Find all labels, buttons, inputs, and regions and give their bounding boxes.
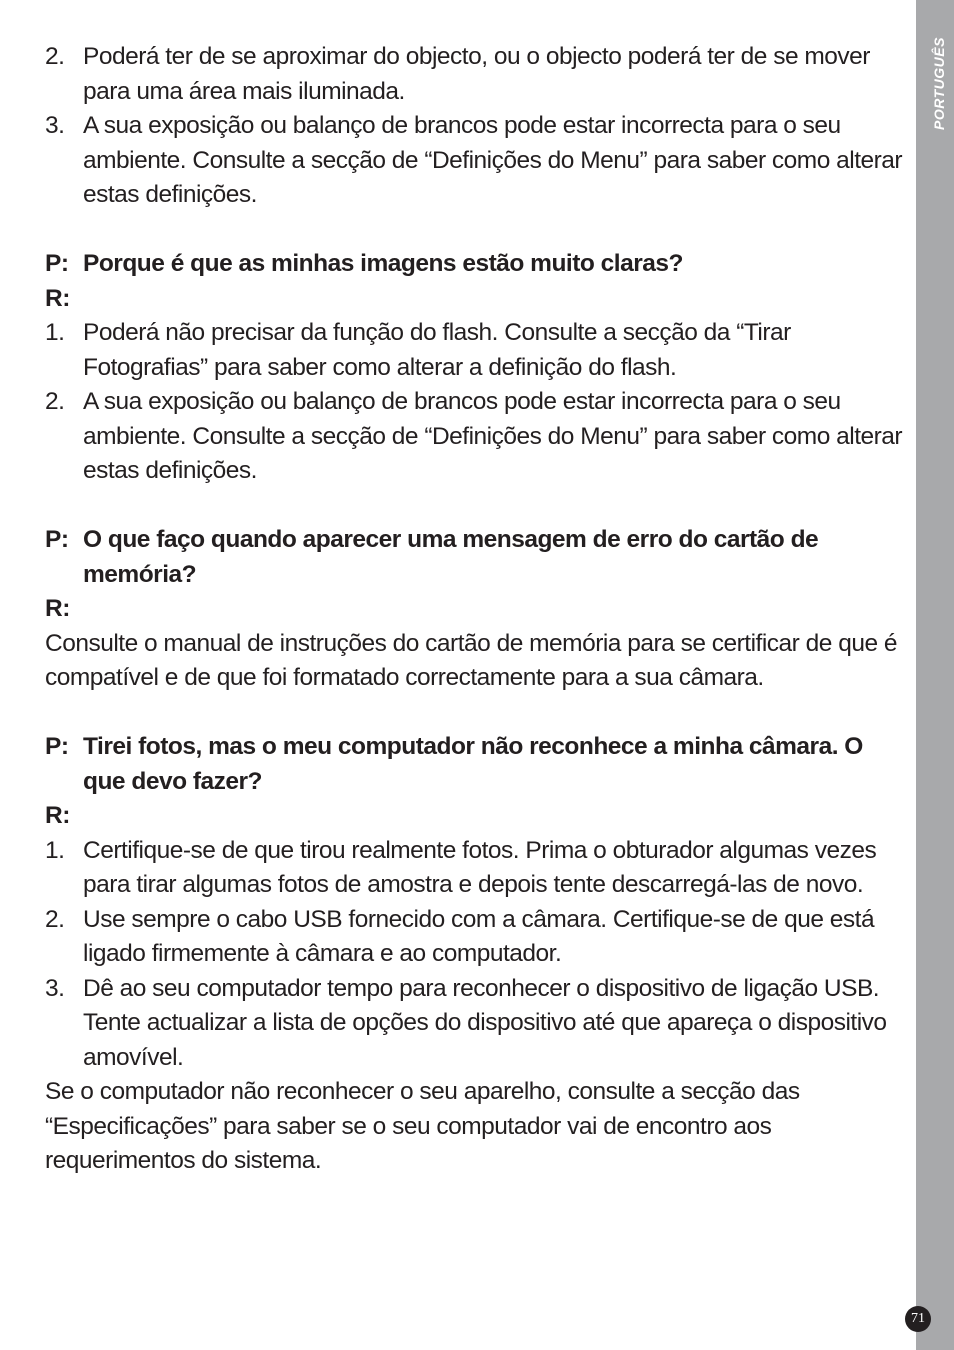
- question-label: P:: [45, 733, 69, 760]
- question: [45, 523, 903, 592]
- list-number: 2.: [45, 905, 65, 933]
- list-text: Dê ao seu computador tempo para reconhecer o dispositivo de ligação USB. Tente actualizar a lista de opções do dispositivo até que apareça o dispositivo amovível.: [83, 974, 887, 1071]
- list-item: [45, 834, 903, 903]
- list-text: Poderá ter de se aproximar do objecto, ou o objecto poderá ter de se mover para uma área mais iluminada.: [83, 43, 870, 105]
- list-item: [45, 109, 903, 213]
- list-text: Poderá não precisar da função do flash. Consulte a secção da “Tirar Fotografias” para saber como alterar a definição do flash.: [83, 319, 791, 381]
- question-label: P:: [45, 526, 69, 553]
- answer-text: Consulte o manual de instruções do cartão de memória para se certificar de que é compatível e de que foi formatado correctamente para a sua câmara.: [45, 629, 898, 691]
- list-item: [45, 385, 903, 489]
- question-text: Tirei fotos, mas o meu computador não reconhece a minha câmara. O que devo fazer?: [83, 733, 863, 795]
- list-text: Certifique-se de que tirou realmente fotos. Prima o obturador algumas vezes para tirar algumas fotos de amostra e depois tente descarregá-las de novo.: [83, 836, 877, 898]
- faq-content: [45, 40, 903, 1179]
- list-number: 2.: [45, 388, 65, 415]
- spacer: [45, 696, 903, 731]
- list-text: A sua exposição ou balanço de brancos pode estar incorrecta para o seu ambiente. Consulte a secção de “Definições do Menu” para saber como alterar estas definições.: [83, 388, 903, 484]
- closing-text: Se o computador não reconhecer o seu aparelho, consulte a secção das “Especificações” para saber se o seu computador vai de encontro aos requerimentos do sistema.: [45, 1078, 800, 1174]
- answer-label: R:: [45, 284, 70, 312]
- list-item: [45, 972, 903, 1076]
- answer-label: R:: [45, 802, 70, 829]
- list-number: 1.: [45, 836, 65, 864]
- answer-label: R:: [45, 595, 70, 622]
- list-item: [45, 316, 903, 385]
- language-label: PORTUGUÊS: [931, 37, 947, 130]
- question-label: P:: [45, 250, 69, 277]
- question: [45, 247, 903, 282]
- question: [45, 730, 903, 799]
- page-number: 71: [905, 1306, 931, 1332]
- list-text: Use sempre o cabo USB fornecido com a câmara. Certifique-se de que está ligado firmemente à câmara e ao computador.: [83, 905, 875, 967]
- list-item: [45, 903, 903, 972]
- list-number: 2.: [45, 43, 65, 70]
- question-text: Porque é que as minhas imagens estão muito claras?: [83, 250, 683, 277]
- language-tab: [916, 0, 954, 1350]
- spacer: [45, 489, 903, 524]
- list-number: 1.: [45, 319, 65, 346]
- question-text: O que faço quando aparecer uma mensagem de erro do cartão de memória?: [83, 526, 819, 588]
- spacer: [45, 213, 903, 248]
- list-item: [45, 40, 903, 109]
- list-text: A sua exposição ou balanço de brancos pode estar incorrecta para o seu ambiente. Consulte a secção de “Definições do Menu” para saber como alterar estas definições.: [83, 112, 903, 208]
- list-number: 3.: [45, 974, 65, 1002]
- list-number: 3.: [45, 112, 65, 139]
